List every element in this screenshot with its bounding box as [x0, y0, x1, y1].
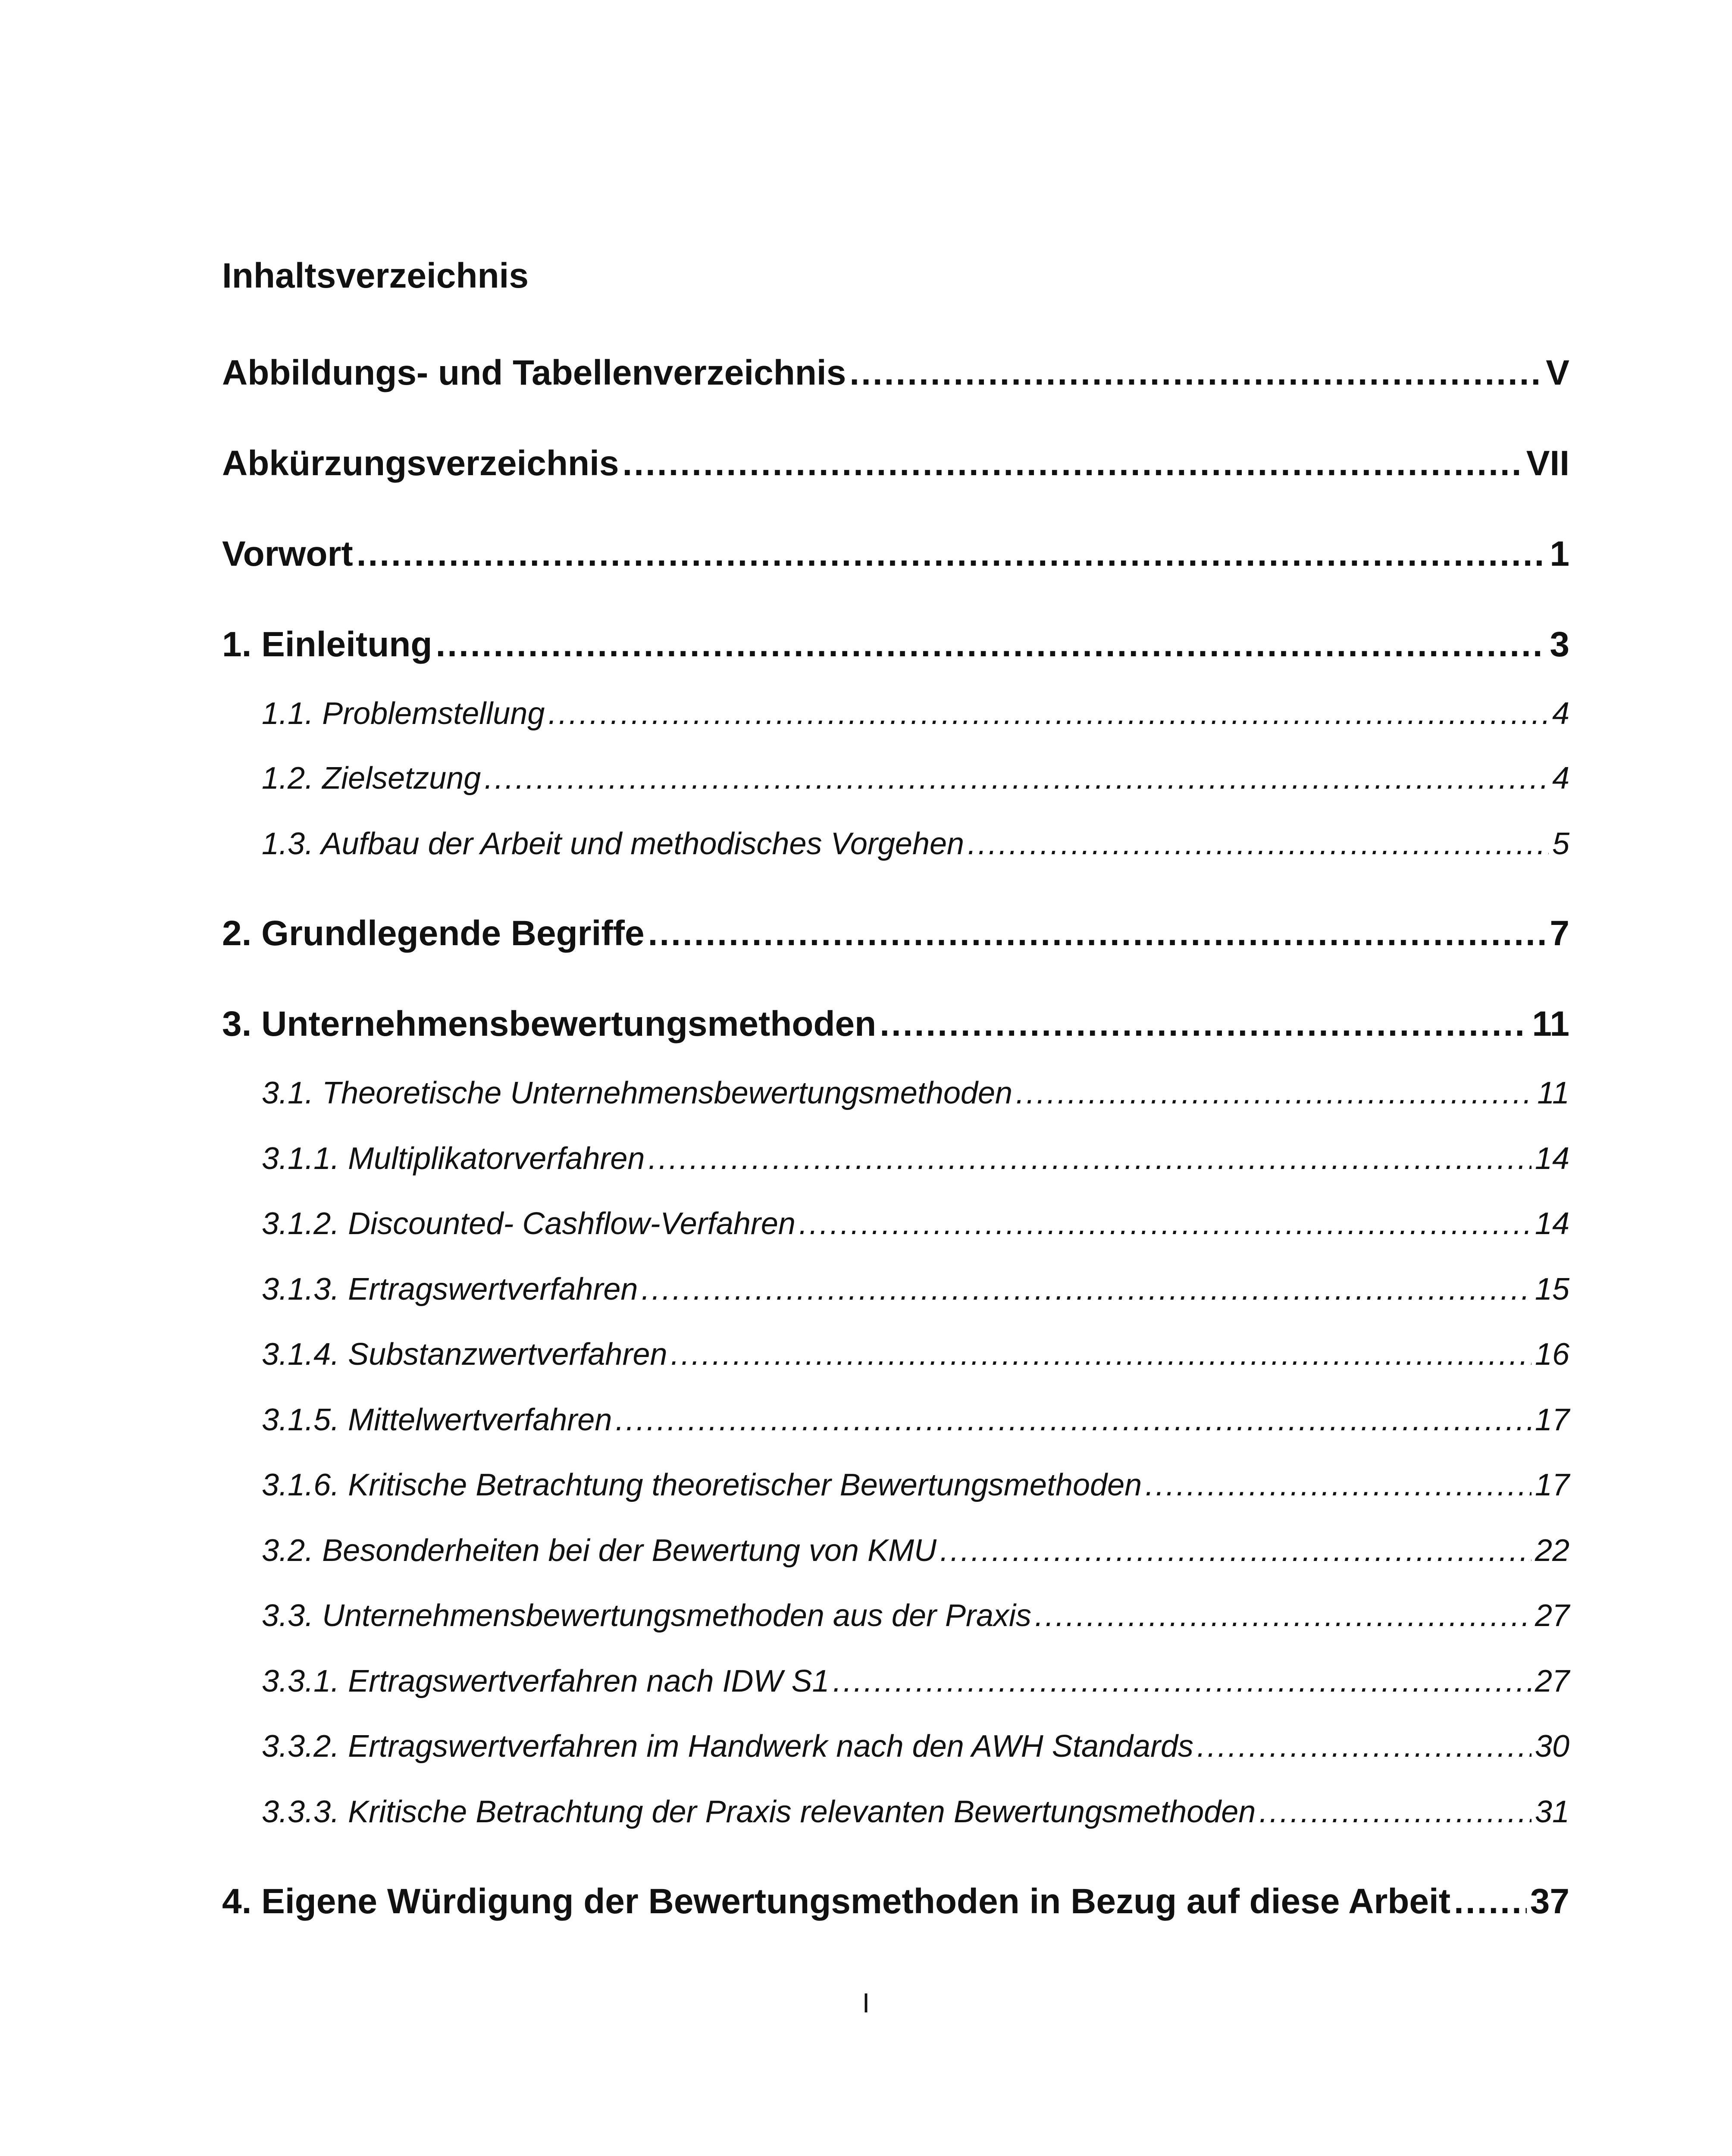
- toc-entry-label: Vorwort: [222, 534, 353, 573]
- toc-entry-label: 1. Einleitung: [222, 625, 432, 664]
- toc-entry-label: 3. Unternehmensbewertungsmethoden: [222, 1004, 877, 1044]
- toc-entry: [262, 1204, 1569, 1243]
- toc-entry: [262, 1335, 1569, 1374]
- toc-entry-label: 3.1.5. Mittelwertverfahren: [262, 1403, 612, 1437]
- toc-entry-label: 3.1.1. Multiplikatorverfahren: [262, 1141, 645, 1176]
- dot-leader: [548, 694, 1549, 733]
- toc-entry-page: 27: [1535, 1598, 1569, 1633]
- toc-entry: [262, 1531, 1569, 1570]
- toc-entry-label: 1.2. Zielsetzung: [262, 761, 481, 796]
- dot-leader: [968, 824, 1549, 863]
- dot-leader: [880, 1003, 1528, 1046]
- toc-entry-label: 3.3. Unternehmensbewertungsmethoden aus der Praxis: [262, 1598, 1032, 1633]
- dot-leader: [833, 1662, 1532, 1701]
- toc-entry: [222, 1003, 1569, 1046]
- toc-entry-label: Abkürzungsverzeichnis: [222, 444, 619, 483]
- toc-entry-label: 1.1. Problemstellung: [262, 696, 545, 731]
- toc-entry: [262, 1596, 1569, 1635]
- toc-entry-label: 4. Eigene Würdigung der Bewertungsmethoden in Bezug auf diese Arbeit: [222, 1882, 1451, 1921]
- toc-entry-page: 3: [1550, 625, 1569, 664]
- dot-leader: [1145, 1466, 1532, 1504]
- toc-entry: [262, 1727, 1569, 1766]
- toc-entry: [262, 1662, 1569, 1701]
- toc-entry-page: 14: [1535, 1206, 1569, 1241]
- toc-entry: [262, 1139, 1569, 1178]
- toc-entry-label: Abbildungs- und Tabellenverzeichnis: [222, 353, 846, 392]
- dot-leader: [1259, 1792, 1532, 1831]
- toc-entry-page: 11: [1532, 1004, 1569, 1044]
- dot-leader: [648, 1139, 1531, 1178]
- toc-entry-label: 3.1.2. Discounted- Cashflow-Verfahren: [262, 1206, 796, 1241]
- dot-leader: [849, 351, 1542, 395]
- toc-entry: [262, 1270, 1569, 1309]
- toc-entry: [262, 1401, 1569, 1439]
- toc-entry-page: 22: [1535, 1533, 1569, 1568]
- toc-entry-page: 11: [1537, 1076, 1569, 1110]
- dot-leader: [799, 1204, 1532, 1243]
- toc-entry: [262, 1074, 1569, 1112]
- toc-entry: [222, 533, 1569, 576]
- toc-entry-page: 4: [1552, 761, 1569, 796]
- dot-leader: [357, 533, 1547, 576]
- dot-leader: [648, 912, 1547, 955]
- dot-leader: [1454, 1880, 1527, 1923]
- toc-entry: [222, 442, 1569, 485]
- toc-entry-page: 30: [1535, 1729, 1569, 1764]
- dot-leader: [1035, 1596, 1532, 1635]
- dot-leader: [435, 623, 1546, 666]
- dot-leader: [622, 442, 1522, 485]
- page-number: I: [862, 1987, 870, 2018]
- toc-entry-page: 15: [1535, 1272, 1569, 1307]
- toc-entry-page: 5: [1552, 827, 1569, 861]
- dot-leader: [641, 1270, 1532, 1309]
- dot-leader: [671, 1335, 1532, 1374]
- toc-entry-page: 4: [1552, 696, 1569, 731]
- dot-leader: [1016, 1074, 1534, 1112]
- toc-entry: [222, 1880, 1569, 1923]
- toc-entry-page: 7: [1550, 914, 1569, 953]
- toc-entry-label: 3.1.6. Kritische Betrachtung theoretischer Bewertungsmethoden: [262, 1468, 1142, 1502]
- toc-entry: [222, 623, 1569, 666]
- toc-entry: [222, 351, 1569, 395]
- toc-entry-page: VII: [1526, 444, 1569, 483]
- toc-entry-label: 2. Grundlegende Begriffe: [222, 914, 645, 953]
- toc-entry: [262, 759, 1569, 798]
- toc-entry-page: 16: [1535, 1337, 1569, 1372]
- toc-entry: [262, 824, 1569, 863]
- toc-entry-page: 17: [1535, 1468, 1569, 1502]
- toc-entry: [262, 694, 1569, 733]
- toc-entry: [262, 1792, 1569, 1831]
- dot-leader: [484, 759, 1549, 798]
- toc-entry-label: 3.2. Besonderheiten bei der Bewertung von KMU: [262, 1533, 936, 1568]
- toc-entry-label: 1.3. Aufbau der Arbeit und methodisches Vorgehen: [262, 827, 965, 861]
- toc-entry-page: 27: [1535, 1664, 1569, 1698]
- toc-entry-page: 1: [1550, 534, 1569, 573]
- toc-entry-page: 31: [1535, 1795, 1569, 1829]
- toc-entry-page: 14: [1535, 1141, 1569, 1176]
- toc-entry-page: 17: [1535, 1403, 1569, 1437]
- toc-entry-label: 3.1.4. Substanzwertverfahren: [262, 1337, 667, 1372]
- toc-title: Inhaltsverzeichnis: [222, 256, 529, 295]
- toc-entry-label: 3.1.3. Ertragswertverfahren: [262, 1272, 638, 1307]
- toc-entry-label: 3.3.1. Ertragswertverfahren nach IDW S1: [262, 1664, 830, 1698]
- toc-entry: [262, 1466, 1569, 1504]
- dot-leader: [1197, 1727, 1532, 1766]
- toc-entry-page: 37: [1530, 1882, 1569, 1921]
- dot-leader: [940, 1531, 1532, 1570]
- dot-leader: [615, 1401, 1532, 1439]
- toc-entry-page: V: [1546, 353, 1569, 392]
- toc-entry-label: 3.3.2. Ertragswertverfahren im Handwerk nach den AWH Standards: [262, 1729, 1194, 1764]
- toc-entry: [222, 912, 1569, 955]
- toc-entry-label: 3.1. Theoretische Unternehmensbewertungsmethoden: [262, 1076, 1013, 1110]
- toc-entry-label: 3.3.3. Kritische Betrachtung der Praxis relevanten Bewertungsmethoden: [262, 1795, 1256, 1829]
